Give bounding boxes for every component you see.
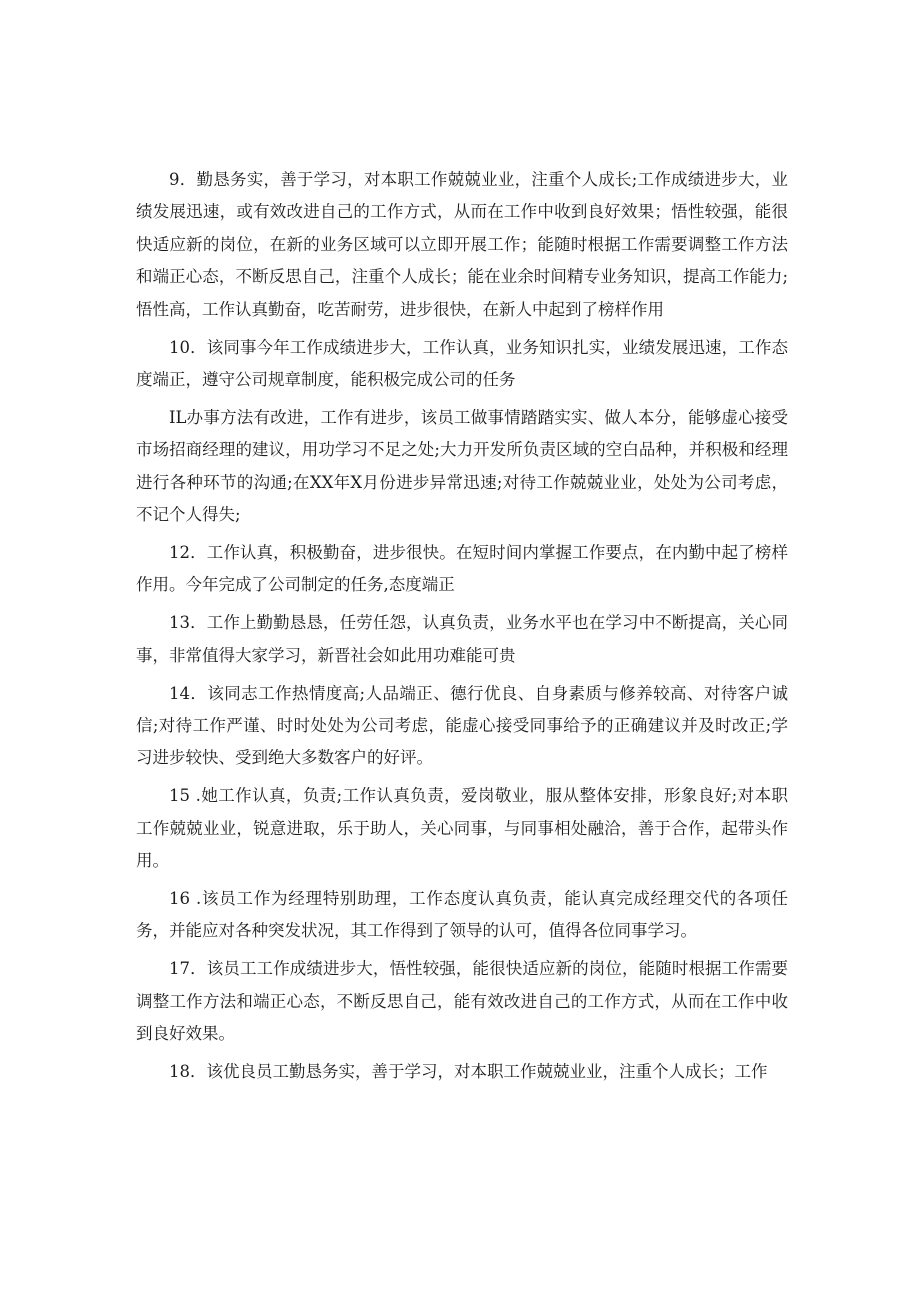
paragraph-item-16: 16 .该员工作为经理特别助理，工作态度认真负责，能认真完成经理交代的各项任务，并能应对各种突发状况，其工作得到了领导的认可，值得各位同事学习。 — [136, 889, 788, 941]
paragraph-item-9: 9．勤恳务实，善于学习，对本职工作兢兢业业，注重个人成长;工作成绩进步大，业绩发展迅速，或有效改进自己的工作方式，从而在工作中收到良好效果；悟性较强，能很快适应新的岗位，在新的业务区域可以立即开展工作；能随时根据工作需要调整工作方法和端正心态，不断反思自己，注重个人成长；能在业余时间精专业务知识，提高工作能力;悟性高，工作认真勤奋，吃苦耐劳，进步很快，在新人中起到了榜样作用 — [136, 170, 788, 319]
paragraph-item-10: 10．该同事今年工作成绩进步大，工作认真，业务知识扎实，业绩发展迅速，工作态度端正，遵守公司规章制度，能积极完成公司的任务 — [136, 337, 788, 389]
paragraph-item-13: 13．工作上勤勤恳恳，任劳任怨，认真负责，业务水平也在学习中不断提高，关心同事，非常值得大家学习，新晋社会如此用功难能可贵 — [136, 613, 788, 665]
paragraph-item-11: IL办事方法有改进，工作有进步，该员工做事情踏踏实实、做人本分，能够虚心接受市场招商经理的建议，用功学习不足之处;大力开发所负责区域的空白品种，并积极和经理进行各种环节的沟通;在XX年X月份进步异常迅速;对待工作兢兢业业，处处为公司考虑，不记个人得失; — [136, 407, 788, 525]
paragraph-item-18: 18．该优良员工勤恳务实，善于学习，对本职工作兢兢业业，注重个人成长；工作 — [169, 1062, 768, 1082]
paragraph-item-17: 17．该员工工作成绩进步大，悟性较强，能很快适应新的岗位，能随时根据工作需要调整工作方法和端正心态，不断反思自己，能有效改进自己的工作方式，从而在工作中收到良好效果。 — [136, 959, 788, 1044]
paragraph-item-15: 15 .她工作认真，负责;工作认真负责，爱岗敬业，服从整体安排，形象良好;对本职工作兢兢业业，锐意进取，乐于助人，关心同事，与同事相处融洽，善于合作，起带头作用。 — [136, 786, 788, 871]
paragraph-item-14: 14．该同志工作热情度高;人品端正、德行优良、自身素质与修养较高、对待客户诚信;对待工作严谨、时时处处为公司考虑，能虚心接受同事给予的正确建议并及时改正;学习进步较快、受到绝大多数客户的好评。 — [136, 683, 788, 768]
paragraph-item-12: 12．工作认真，积极勤奋，进步很快。在短时间内掌握工作要点，在内勤中起了榜样作用。今年完成了公司制定的任务,态度端正 — [136, 542, 788, 595]
document-page — [136, 164, 788, 1094]
